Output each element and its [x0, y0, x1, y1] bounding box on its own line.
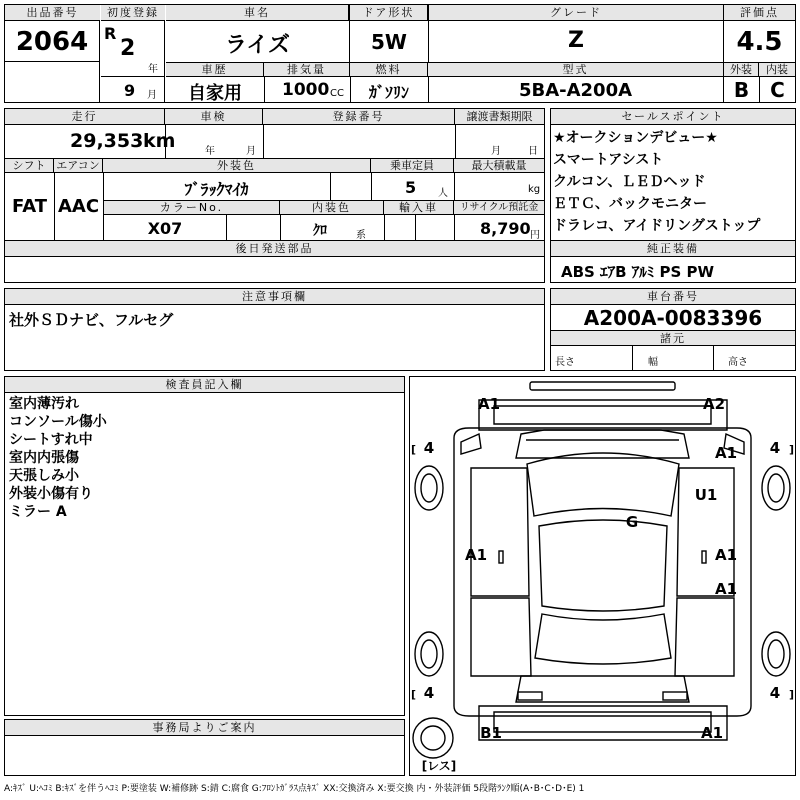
svg-text:]: ] [789, 443, 795, 456]
car-damage-diagram [409, 376, 796, 776]
tire-tread-value: 4 [423, 684, 435, 702]
registration-month: 9 [124, 81, 136, 100]
damage-mark: A2 [702, 395, 726, 413]
air-conditioner: AAC [57, 196, 100, 217]
displacement: 1000 [282, 80, 330, 100]
equipment-label: 純正装備 [551, 241, 795, 257]
tire-front-left [415, 466, 443, 510]
history: 自家用 [188, 83, 242, 104]
chassis-number-label: 車台番号 [551, 289, 795, 305]
era: R [104, 24, 117, 43]
displacement-label: 排気量 [264, 63, 350, 77]
mileage: 29,353 [70, 130, 144, 152]
tire-front-right [762, 466, 790, 510]
inspector-note: 室内内張傷 [9, 450, 79, 466]
rear-bumper-outline [479, 706, 727, 740]
roof-marker [530, 382, 675, 390]
height-label: 高さ [728, 357, 748, 368]
damage-mark: A1 [477, 395, 501, 413]
interior-color-unit: 系 [356, 230, 366, 241]
damage-mark: A1 [700, 724, 724, 742]
tire-rear-left [415, 632, 443, 676]
width-label: 幅 [648, 357, 658, 368]
score: 4.5 [736, 27, 783, 57]
tire-tread-value: 4 [769, 684, 781, 702]
inspector-note: 天張しみ小 [9, 468, 79, 484]
door-type: 5W [371, 30, 407, 54]
grade-label: グレード [429, 5, 723, 21]
sales-point: ★オークションデビュー★ [553, 130, 718, 146]
length-label: 長さ [555, 357, 575, 368]
year-unit: 年 [148, 64, 158, 75]
capacity-unit: 人 [438, 188, 448, 199]
transfer-month-unit: 月 [491, 146, 501, 157]
equipment-list: ABS ｴｱB ｱﾙﾐ PS PW [561, 263, 715, 281]
tire-tread-value: 4 [423, 439, 435, 457]
month-unit: 月 [147, 90, 157, 101]
inspector-note: 外装小傷有り [9, 486, 93, 502]
tire-tread-value: 4 [769, 439, 781, 457]
door-label: ドア形状 [350, 5, 428, 21]
sales-point: クルコン、ＬＥＤヘッド [553, 174, 706, 190]
inspector-notes-label: 検査員記入欄 [5, 377, 404, 393]
first-registration-label: 初度登録 [101, 5, 165, 21]
office-notice-label: 事務局よりご案内 [5, 720, 404, 736]
svg-text:[: [ [411, 688, 417, 701]
damage-mark: B1 [480, 724, 502, 742]
inspector-note: 室内薄汚れ [9, 396, 79, 412]
color-number: X07 [147, 219, 183, 238]
color-label: 外装色 [103, 159, 371, 173]
spare-tire [413, 718, 453, 758]
max-load-label: 最大積載量 [454, 159, 544, 173]
svg-text:]: ] [789, 688, 795, 701]
rear-window-outline [535, 614, 671, 664]
sales-point: スマートアシスト [553, 152, 664, 168]
model-label: 型式 [428, 63, 723, 77]
recycle-fee: 8,790 [480, 219, 531, 238]
plate-label: 登録番号 [263, 109, 455, 125]
damage-mark: A1 [714, 580, 738, 598]
grade: Z [568, 28, 584, 53]
body-outline [454, 428, 751, 716]
legend: A:ｷｽﾞ U:ﾍｺﾐ B:ｷｽﾞを伴うﾍｺﾐ P:要塗装 W:補修跡 S:錆 C:腐食 G:ﾌﾛﾝﾄｶﾞﾗｽ点ｷｽﾞ XX:交換済み X:要交換 内・外装評価 5段階ﾗﾝｸ順(A･B･C･D･E) 1 [4, 784, 585, 794]
recycle-unit: 円 [530, 230, 540, 241]
sales-point: ＥＴＣ、バックモニター [553, 196, 707, 212]
color-no-label: カラーNo. [104, 201, 280, 215]
notes-label: 注意事項欄 [5, 289, 544, 305]
roof-outline [539, 520, 667, 611]
inspector-note: ミラー A [9, 504, 67, 520]
lot-number: 2064 [15, 27, 89, 57]
tire-rear-right [762, 632, 790, 676]
exterior-color: ﾌﾞﾗｯｸﾏｲｶ [184, 180, 249, 199]
damage-mark: A1 [714, 444, 738, 462]
model-code: 5BA-A200A [518, 80, 633, 101]
damage-mark: U1 [694, 486, 718, 504]
import-label: 輸入車 [384, 201, 454, 215]
lot-number-label: 出品番号 [5, 5, 100, 21]
interior-label: 内装 [759, 63, 795, 77]
damage-mark: A1 [714, 546, 738, 564]
interior-color-label: 内装色 [280, 201, 384, 215]
svg-text:[: [ [411, 443, 417, 456]
chassis-number: A200A-0083396 [583, 306, 763, 330]
damage-mark: A1 [464, 546, 488, 564]
load-unit: kg [528, 184, 541, 195]
shift: FAT [11, 196, 48, 217]
spare-tire-value: [レス] [421, 759, 457, 773]
capacity: 5 [405, 178, 417, 197]
specifications-label: 諸元 [551, 330, 795, 346]
inspection-month-unit: 月 [246, 146, 256, 157]
inspection-label: 車検 [165, 109, 263, 125]
exterior-grade: B [733, 78, 750, 102]
score-label: 評価点 [724, 5, 795, 21]
shift-label: シフト [5, 159, 54, 173]
interior-color: ｸﾛ [313, 223, 327, 239]
cc-unit: CC [330, 88, 344, 99]
sales-points-label: セールスポイント [551, 109, 795, 125]
front-bumper-outline [479, 400, 727, 430]
capacity-label: 乗車定員 [371, 159, 454, 173]
mileage-unit: km [143, 130, 176, 152]
inspection-year-unit: 年 [205, 146, 215, 157]
fuel: ｶﾞｿﾘﾝ [368, 83, 409, 102]
exterior-label: 外装 [724, 63, 759, 77]
registration-year: 2 [120, 36, 136, 61]
notes-text: 社外ＳＤナビ、フルセグ [9, 311, 174, 329]
inspector-note: シートすれ中 [9, 432, 93, 448]
ac-label: エアコン [54, 159, 103, 173]
transfer-docs-label: 譲渡書類期限 [455, 109, 544, 125]
fuel-label: 燃料 [350, 63, 428, 77]
sales-point: ドラレコ、アイドリングストップ [553, 218, 761, 234]
windshield-outline [527, 453, 679, 516]
history-label: 車歴 [166, 63, 264, 77]
mileage-label: 走行 [5, 109, 165, 125]
later-parts-label: 後日発送部品 [5, 241, 544, 257]
transfer-day-unit: 日 [528, 146, 538, 157]
car-name-label: 車名 [166, 5, 349, 21]
damage-mark: G [625, 513, 639, 531]
interior-grade: C [770, 78, 785, 102]
recycle-label: リサイクル預託金 [454, 201, 544, 215]
inspector-note: コンソール傷小 [9, 414, 107, 430]
car-name: ライズ [224, 33, 291, 58]
